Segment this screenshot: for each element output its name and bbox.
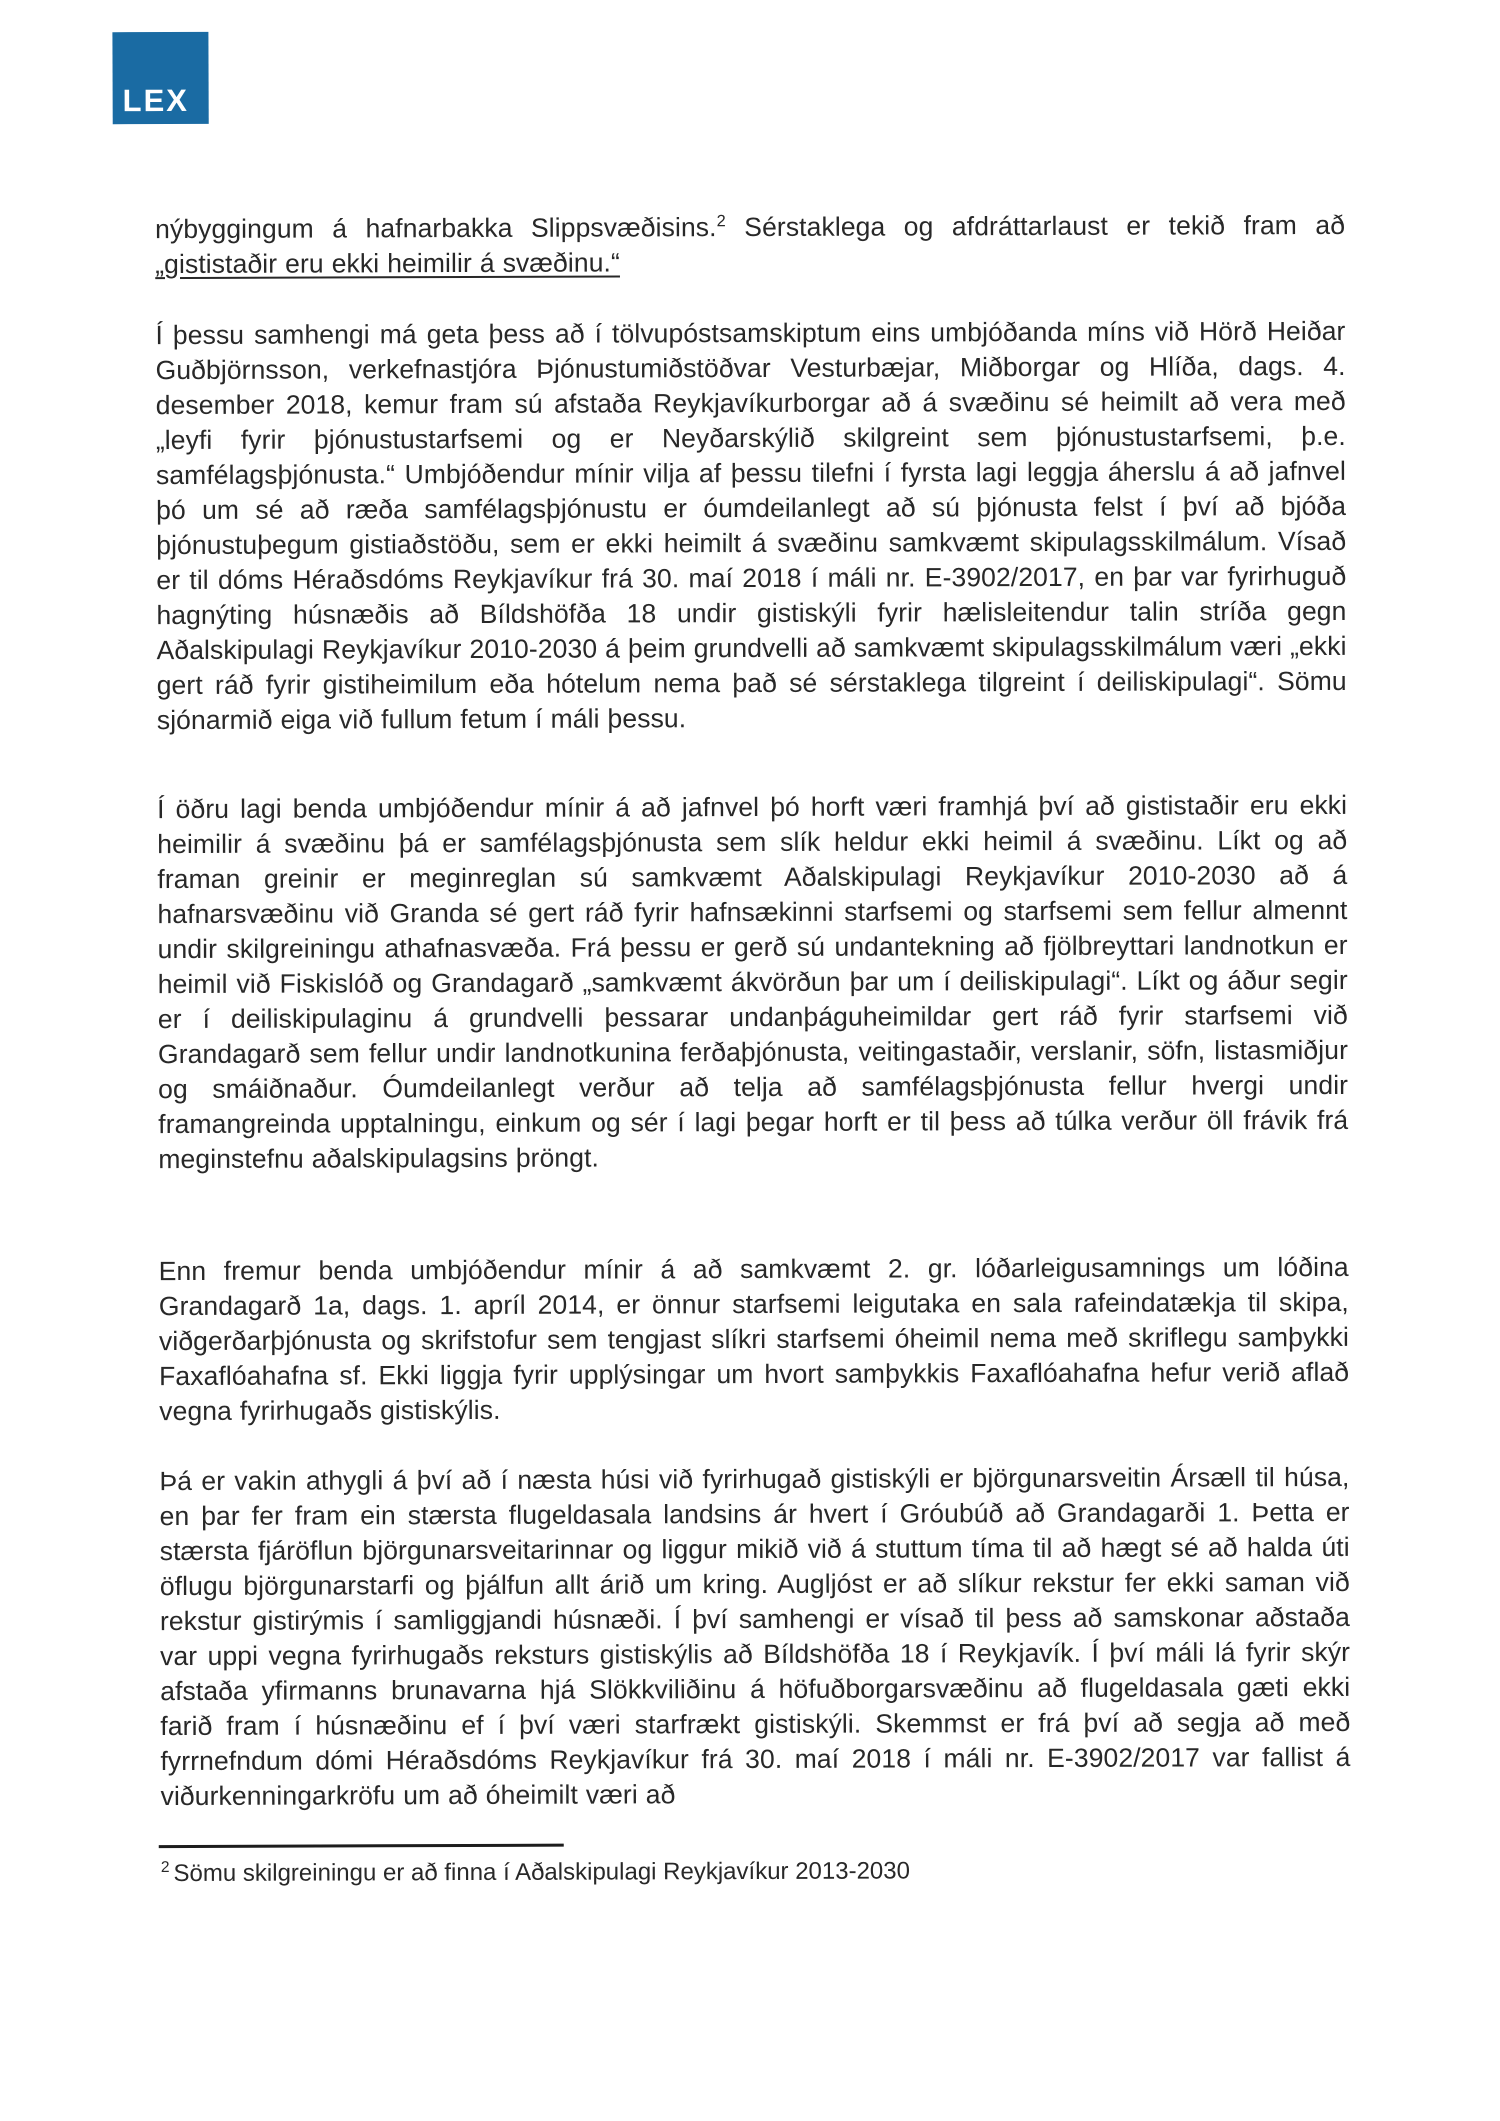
- body-paragraph-second-argument: Í öðru lagi benda umbjóðendur mínir á að jafnvel þó horft væri framhjá því að gististaðir eru ekki heimilir á svæðinu þá er samfélagsþjónusta sem slík heldur ekki heimil á svæðinu. Líkt og að framan greinir er meginreglan sú samkvæmt Aðalskipulagi Reykjavíkur 2010-2030 að á hafnarsvæðinu við Granda sé gert ráð fyrir hafnsækinni starfsemi og starfsemi sem fellur almennt undir skilgreiningu athafnasvæða. Frá þessu er gerð sú undantekning að fjölbreyttari landnotkun er heimil við Fiskislóð og Grandagarð „samkvæmt ákvörðun þar um í deiliskipulagi“. Líkt og áður segir er í deiliskipulaginu á grundvelli þessarar undanþáguheimildar gert ráð fyrir starfsemi við Grandagarð sem fellur undir landnotkunina ferðaþjónusta, veitingastaðir, verslanir, söfn, listasmiðjur og smáiðnaður. Óumdeilanlegt verður að telja að samfélagsþjónusta fellur hvergi undir framangreinda upptalningu, einkum og sér í lagi þegar horft er til þess að túlka verður öll frávik frá meginstefnu aðalskipulagsins þröngt.: [157, 789, 1349, 1175]
- underlined-quotation: „gististaðir eru ekki heimilir á svæðinu.“: [155, 247, 620, 280]
- paragraph-continuation-text-after-ref: Sérstaklega og afdráttarlaust er tekið fram að: [725, 209, 1346, 243]
- paragraph-continuation: [155, 208, 1345, 282]
- footnote-divider: [159, 1844, 564, 1848]
- body-paragraph-email-context: Í þessu samhengi má geta þess að í tölvupóstsamskiptum eins umbjóðanda míns við Hörð Heiðar Guðbjörnsson, verkefnastjóra Þjónustumiðstöðvar Vesturbæjar, Miðborgar og Hlíða, dags. 4. desember 2018, kemur fram sú afstaða Reykjavíkurborgar að á svæðinu sé heimilt að vera með „leyfi fyrir þjónustustarfsemi og er Neyðarskýlið skilgreint sem þjónustustarfsemi, þ.e. samfélagsþjónusta.“ Umbjóðendur mínir vilja af þessu tilefni í fyrsta lagi leggja áherslu á að jafnvel þó um sé að ræða samfélagsþjónustu er óumdeilanlegt að sú þjónusta felst í því að bjóða þjónustuþegum gistiaðstöðu, sem er ekki heimilt á svæðinu samkvæmt skipulagsskilmálum. Vísað er til dóms Héraðsdóms Reykjavíkur frá 30. maí 2018 í máli nr. E-3902/2017, en þar var fyrirhuguð hagnýting húsnæðis að Bíldshöfða 18 undir gistiskýli fyrir hælisleitendur talin stríða gegn Aðalskipulagi Reykjavíkur 2010-2030 á þeim grundvelli að samkvæmt skipulagsskilmálum væri „ekki gert ráð fyrir gistiheimilum eða hótelum nema það sé sérstaklega tilgreint í deiliskipulagi“. Sömu sjónarmið eiga við fullum fetum í máli þessu.: [155, 315, 1347, 736]
- paragraph-continuation-text: nýbyggingum á hafnarbakka Slippsvæðisins.: [155, 212, 717, 245]
- footnote-reference-2: 2: [716, 212, 726, 231]
- footnote-marker: 2: [160, 1859, 170, 1877]
- lex-logo-text: LEX: [122, 82, 190, 119]
- body-paragraph-lease-agreement: Enn fremur benda umbjóðendur mínir á að samkvæmt 2. gr. lóðarleigusamnings um lóðina Grandagarð 1a, dags. 1. apríl 2014, er önnur starfsemi leigutaka en sala rafeindatækja til skipa, viðgerðarþjónusta og skrifstofur sem tengjast slíkri starfsemi óheimil nema með skriflegu samþykki Faxaflóahafna sf. Ekki liggja fyrir upplýsingar um hvort samþykkis Faxaflóahafna hefur verið aflað vegna fyrirhugaðs gistiskýlis.: [158, 1251, 1350, 1427]
- footnote-text: [161, 1854, 1351, 1890]
- lex-logo: [112, 32, 208, 124]
- footnote-content: Sömu skilgreiningu er að finna í Aðalskipulagi Reykjavíkur 2013-2030: [173, 1857, 911, 1888]
- body-paragraph-fireworks-sale: Þá er vakin athygli á því að í næsta húsi við fyrirhugað gistiskýli er björgunarsveitin Ársæll til húsa, en þar fer fram ein stærsta flugeldasala landsins ár hvert í Gróubúð að Grandagarði 1. Þetta er stærsta fjáröflun björgunarsveitarinnar og liggur mikið við á stuttum tíma til að hægt sé að halda úti öflugu björgunarstarfi og þjálfun allt árið um kring. Augljóst er að slíkur rekstur fer ekki saman við rekstur gistirýmis í samliggjandi húsnæði. Í því samhengi er vísað til þess að samskonar aðstaða var uppi vegna fyrirhugaðs reksturs gistiskýlis að Bíldshöfða 18 í Reykjavík. Í því máli lá fyrir skýr afstaða yfirmanns brunavarna hjá Slökkviliðinu á höfuðborgarsvæðinu að flugeldasala gæti ekki farið fram í húsnæðinu ef í því væri starfrækt gistiskýli. Skemmst er frá því að segja að með fyrrnefndum dómi Héraðsdóms Reykjavíkur frá 30. maí 2018 í máli nr. E-3902/2017 var fallist á viðurkenningarkröfu um að óheimilt væri að: [159, 1461, 1351, 1812]
